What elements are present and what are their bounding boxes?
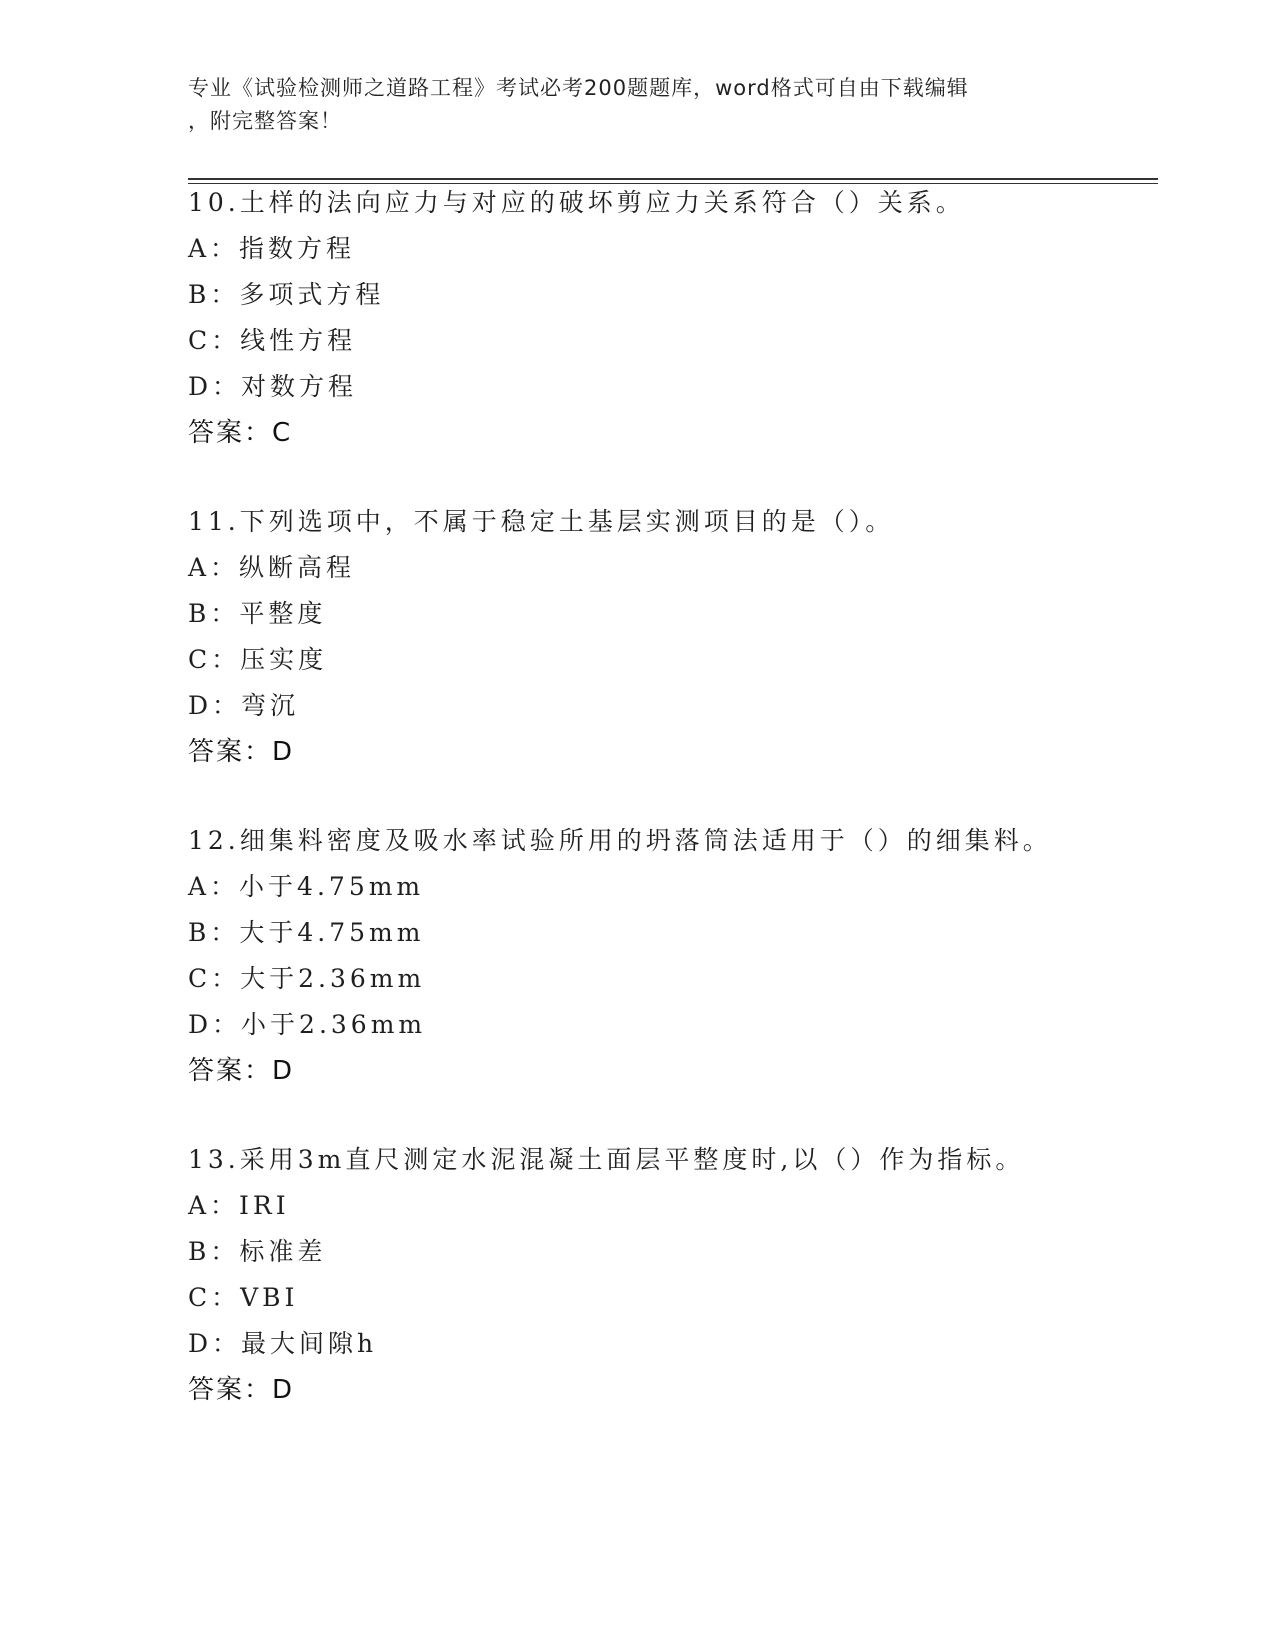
option-d: D：小于2.36mm	[188, 1010, 427, 1039]
option-b: B：标准差	[188, 1237, 327, 1266]
option-b: B：多项式方程	[188, 280, 385, 309]
option-d: D：对数方程	[188, 372, 358, 401]
question-stem: 13.采用3m直尺测定水泥混凝土面层平整度时,以（）作为指标。	[188, 1145, 1025, 1174]
question-block	[188, 818, 1168, 1094]
header-line-2: ，附完整答案！	[188, 109, 342, 133]
option-a: A：纵断高程	[188, 553, 356, 582]
answer-text: 答案：C	[188, 418, 293, 448]
option-c: C：线性方程	[188, 326, 357, 355]
option-c: C：VBI	[188, 1283, 299, 1312]
header-line-1: 专业《试验检测师之道路工程》考试必考200题题库，word格式可自由下载编辑	[188, 76, 969, 100]
answer-text: 答案：D	[188, 1056, 295, 1086]
option-c: C：压实度	[188, 645, 328, 674]
question-block	[188, 180, 1168, 456]
answer-text: 答案：D	[188, 1375, 295, 1405]
option-b: B：平整度	[188, 599, 327, 628]
question-stem: 11.下列选项中，不属于稳定土基层实测项目的是（）。	[188, 507, 895, 536]
question-stem: 10.土样的法向应力与对应的破坏剪应力关系符合（）关系。	[188, 188, 965, 217]
option-d: D：弯沉	[188, 691, 300, 720]
option-d: D：最大间隙h	[188, 1329, 378, 1358]
question-stem: 12.细集料密度及吸水率试验所用的坍落筒法适用于（）的细集料。	[188, 826, 1052, 855]
option-a: A：小于4.75mm	[188, 872, 425, 901]
document-header	[188, 72, 1088, 138]
question-block	[188, 1137, 1168, 1413]
option-b: B：大于4.75mm	[188, 918, 425, 947]
option-a: A：IRI	[188, 1191, 290, 1220]
option-c: C：大于2.36mm	[188, 964, 426, 993]
option-a: A：指数方程	[188, 234, 356, 263]
question-block	[188, 499, 1168, 775]
answer-text: 答案：D	[188, 737, 295, 767]
